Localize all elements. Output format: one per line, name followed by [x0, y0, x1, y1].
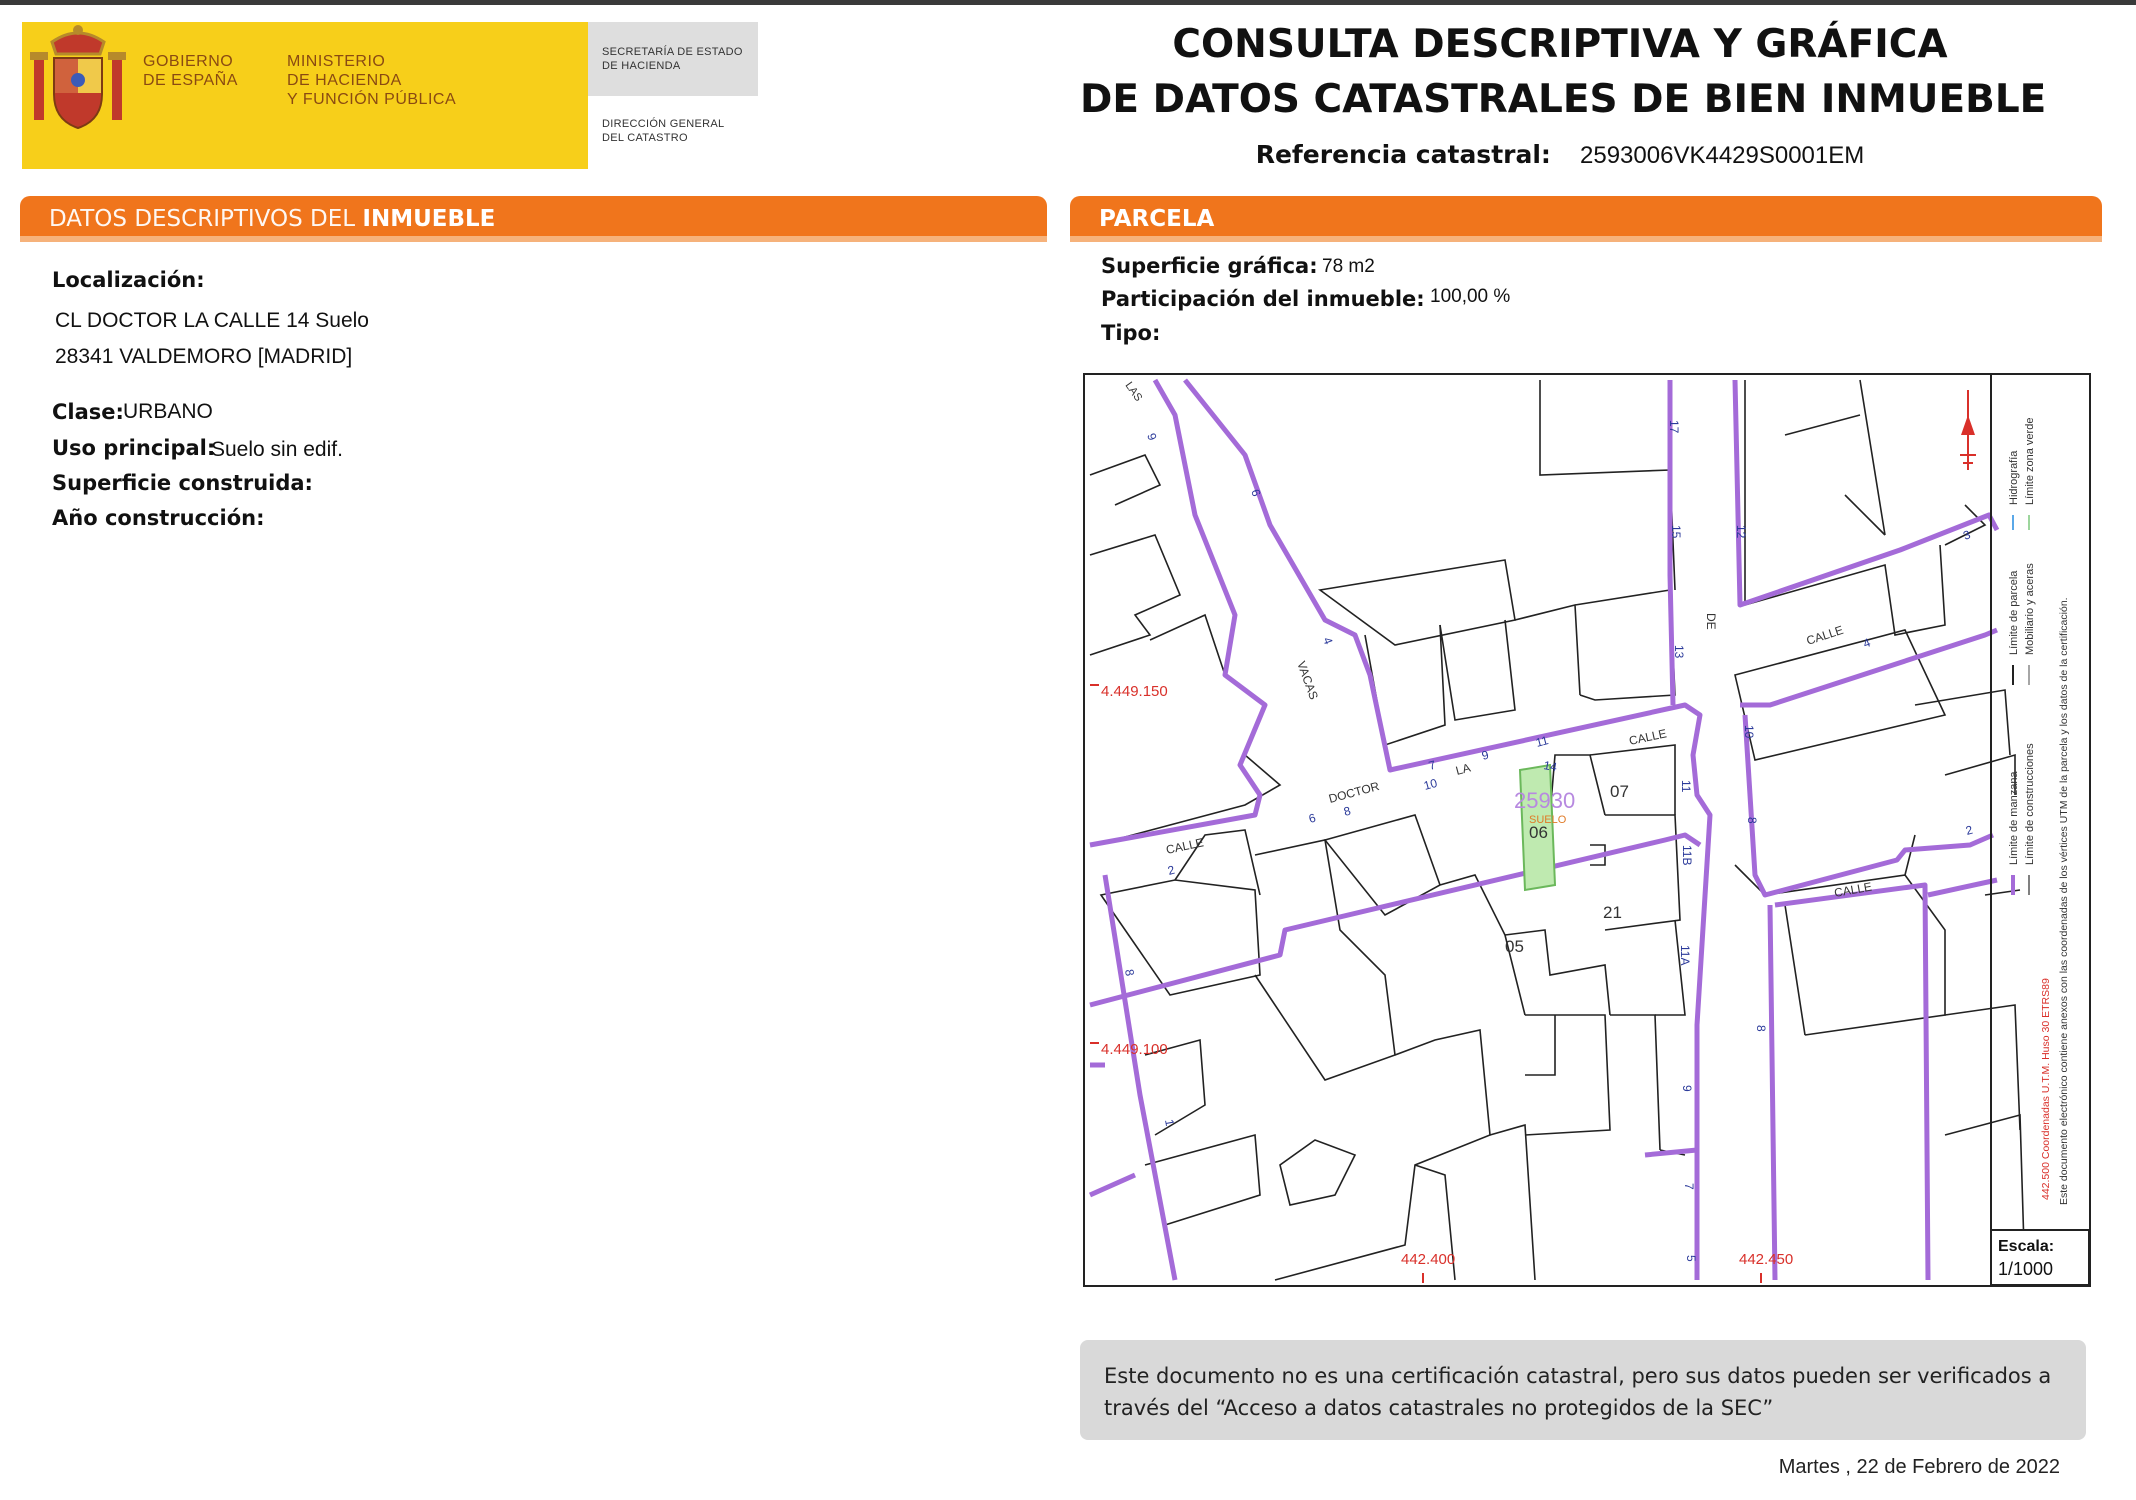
street-calle-lower: CALLE [1833, 879, 1873, 900]
parcel-07-label: 07 [1610, 782, 1629, 801]
number-12: 12 [1734, 525, 1748, 539]
number-8-lower: 8 [1754, 1025, 1768, 1032]
number-7-side: 7 [1682, 1183, 1696, 1190]
descriptive-data-title-part2: INMUEBLE [362, 206, 496, 232]
parcela-title: PARCELA [1099, 206, 1215, 232]
number-7: 7 [1427, 757, 1438, 773]
number-10-side: 10 [1742, 725, 1756, 739]
street-de: DE [1704, 613, 1718, 630]
number-15: 15 [1669, 525, 1683, 539]
number-2: 2 [1166, 862, 1177, 878]
legend-mobiliario: Mobiliario y aceras [2024, 563, 2036, 655]
scale-label: Escala: [1998, 1238, 2055, 1255]
cadastral-map[interactable] [1083, 373, 2091, 1287]
street-vacas: VACAS [1294, 659, 1321, 702]
coat-of-arms-icon [24, 22, 132, 140]
page-title-line1: CONSULTA DESCRIPTIVA Y GRÁFICA [1172, 22, 1948, 67]
legend-zona-verde: Límite zona verde [2024, 417, 2036, 505]
clase-label: Clase: [52, 400, 124, 424]
number-6b: 6 [1307, 810, 1318, 826]
legend-coordinates-note: 442.500 Coordenadas U.T.M. Huso 30 ETRS89 [2040, 978, 2052, 1200]
cadastral-reference-label: Referencia catastral: [1255, 140, 1551, 169]
coordinate-ticks [1090, 685, 1761, 1283]
parcel-06-label: 06 [1529, 823, 1548, 842]
superficie-grafica-label: Superficie gráfica: [1101, 254, 1318, 278]
number-11B: 11B [1680, 845, 1694, 866]
superficie-construida-label: Superficie construida: [52, 471, 313, 495]
number-las-9: 9 [1144, 431, 1160, 443]
street-calle-left: CALLE [1164, 835, 1205, 857]
descriptive-data-title [49, 206, 495, 232]
number-10: 10 [1422, 775, 1439, 793]
coord-x-left: 442.400 [1401, 1251, 1456, 1268]
descriptive-data-title-part1: DATOS DESCRIPTIVOS DEL [49, 206, 363, 232]
number-8: 8 [1342, 803, 1353, 819]
coord-x-right: 442.450 [1739, 1251, 1794, 1268]
number-3: 3 [1961, 527, 1973, 543]
street-calle-main: CALLE [1627, 726, 1668, 748]
document-date: Martes , 22 de Febrero de 2022 [1778, 1456, 2060, 1478]
disclaimer-box [1080, 1340, 2086, 1440]
number-6: 6 [1248, 487, 1264, 499]
participacion-value: 100,00 % [1430, 286, 1511, 307]
coord-y-lower: 4.449.100 [1101, 1041, 1168, 1058]
number-8-side: 8 [1745, 817, 1759, 824]
gobierno-espana-label: GOBIERNO DE ESPAÑA [143, 53, 238, 89]
address-line2: 28341 VALDEMORO [MADRID] [55, 345, 353, 368]
map-legend [2008, 418, 2070, 1205]
number-1: 1 [1162, 1118, 1177, 1128]
parcel-suelo-label: SUELO [1529, 814, 1567, 826]
number-2-right: 2 [1964, 822, 1975, 838]
secretaria-label: SECRETARÍA DE ESTADO DE HACIENDA [602, 46, 743, 72]
street-doctor: DOCTOR [1327, 778, 1381, 806]
scale-value: 1/1000 [1998, 1259, 2054, 1279]
coord-y-upper: 4.449.150 [1101, 683, 1168, 700]
superficie-grafica-value: 78 m2 [1322, 256, 1375, 277]
legend-construcciones: Límite de construcciones [2024, 743, 2036, 865]
parcel-21-label: 21 [1603, 903, 1622, 922]
address-line1: CL DOCTOR LA CALLE 14 Suelo [55, 309, 369, 332]
number-11-side: 11 [1679, 780, 1693, 793]
legend-document-note: Este documento electrónico contiene anexos con las coordenadas de los vértices UTM de la parcela y los datos de la certificación. [2058, 597, 2070, 1205]
cadastral-reference [1160, 140, 1960, 170]
localizacion-label: Localización: [52, 268, 205, 292]
legend-manzana: Límite de manzana [2008, 771, 2020, 865]
top-border [0, 0, 2136, 5]
number-4: 4 [1320, 635, 1336, 647]
uso-principal-value: Suelo sin edif. [211, 438, 343, 461]
cadastral-reference-value[interactable]: 2593006VK4429S0001EM [1580, 142, 1865, 169]
number-9: 9 [1480, 747, 1491, 763]
cadastral-map-drawing [1085, 375, 2089, 1285]
legend-parcela: Límite de parcela [2008, 570, 2020, 655]
direccion-general-label: DIRECCIÓN GENERAL DEL CATASTRO [602, 118, 725, 144]
number-5: 5 [1684, 1255, 1698, 1262]
parcela-header [1070, 196, 2102, 242]
number-4-right: 4 [1861, 635, 1873, 651]
street-las: LAS [1122, 379, 1145, 404]
tipo-label: Tipo: [1101, 321, 1161, 345]
number-17: 17 [1667, 420, 1681, 434]
anio-construccion-label: Año construcción: [52, 506, 265, 530]
number-14: 14 [1542, 758, 1559, 775]
clase-value: URBANO [123, 400, 213, 423]
disclaimer-text: Este documento no es una certificación catastral, pero sus datos pueden ser verificados a través del “Acceso a datos catastrales no protegidos de la SEC” [1104, 1364, 2052, 1420]
street-calle-right: CALLE [1804, 622, 1846, 648]
uso-principal-label: Uso principal: [52, 436, 216, 460]
number-11: 11 [1534, 733, 1550, 750]
ministerio-label: MINISTERIO DE HACIENDA Y FUNCIÓN PÚBLICA [287, 53, 457, 108]
number-11A: 11A [1678, 945, 1692, 966]
participacion-label: Participación del inmueble: [1101, 287, 1425, 311]
parcel-05-label: 05 [1505, 937, 1524, 956]
number-9-side: 9 [1680, 1085, 1694, 1092]
descriptive-data-header [20, 196, 1047, 242]
number-8-left: 8 [1122, 968, 1137, 978]
parcel-id-label: 25930 [1514, 788, 1576, 813]
number-13: 13 [1672, 645, 1686, 659]
street-la: LA [1454, 760, 1472, 778]
legend-hidrografia: Hidrografía [2008, 450, 2020, 505]
construction-outlines [1090, 380, 2025, 1280]
page-title-line2: DE DATOS CATASTRALES DE BIEN INMUEBLE [1080, 77, 2047, 122]
north-arrow-icon [1960, 390, 1976, 470]
